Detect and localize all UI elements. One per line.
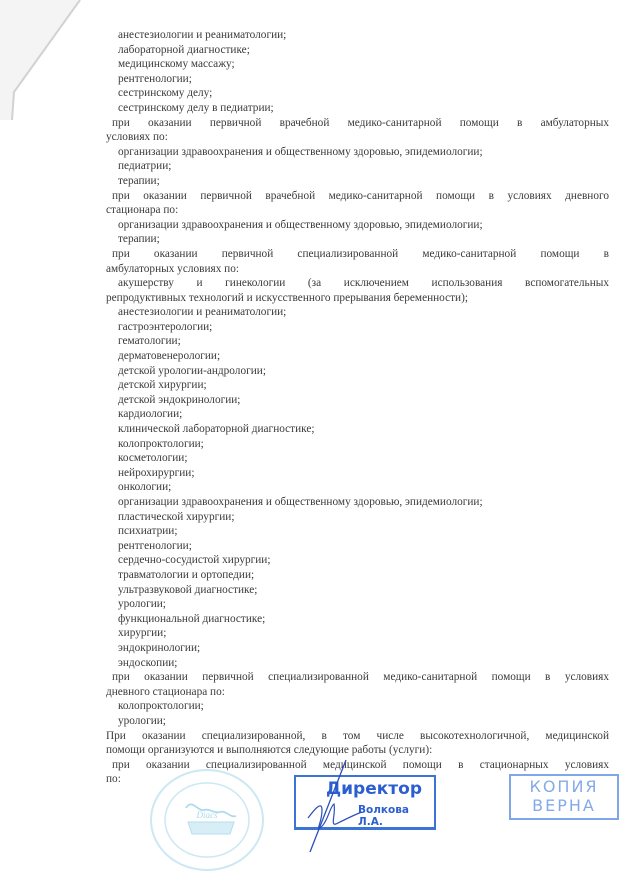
list-item: эндоскопии; bbox=[118, 656, 178, 669]
list-item: колопроктологии; bbox=[118, 700, 204, 713]
document-line: по: bbox=[106, 773, 121, 786]
list-item: дерматовенерологии; bbox=[118, 350, 221, 363]
list-item: хирургии; bbox=[118, 627, 167, 640]
document-line: условиях по: bbox=[106, 131, 168, 144]
document-line: при оказании специализированной медицинской помощи в стационарных условиях bbox=[112, 758, 609, 771]
list-item: клинической лабораторной диагностике; bbox=[118, 423, 315, 436]
list-item: функциональной диагностике; bbox=[118, 612, 266, 625]
list-item: анестезиологии и реаниматологии; bbox=[118, 29, 287, 41]
list-item: эндокринологии; bbox=[118, 641, 201, 654]
document-line: при оказании первичной врачебной медико-санитарной помощи в условиях дневного bbox=[112, 189, 609, 202]
list-item: детской эндокринологии; bbox=[118, 393, 241, 406]
list-item: лабораторной диагностике; bbox=[118, 43, 250, 56]
list-item: гематологии; bbox=[118, 335, 181, 348]
list-item: косметологии; bbox=[118, 452, 188, 465]
document-line: помощи организуются и выполняются следующие работы (услуги): bbox=[106, 744, 433, 757]
document-line: При оказании специализированной, в том числе высокотехнологичной, медицинской bbox=[106, 729, 609, 742]
list-item: колопроктологии; bbox=[118, 437, 204, 450]
list-item: сердечно-сосудистой хирургии; bbox=[118, 554, 271, 567]
document-line: при оказании первичной специализированной медико-санитарной помощи в bbox=[112, 247, 609, 260]
list-item: гастроэнтерологии; bbox=[118, 320, 213, 333]
handwritten-signature bbox=[300, 760, 370, 855]
copy-verified-stamp bbox=[509, 774, 619, 820]
list-item: организации здравоохранения и общественному здоровью, эпидемиологии; bbox=[118, 145, 483, 158]
director-name: Волкова Л.А. bbox=[358, 804, 409, 828]
list-item: онкологии; bbox=[118, 481, 172, 494]
list-item: травматологии и ортопедии; bbox=[118, 568, 255, 581]
copy-stamp-line-2: ВЕРНА bbox=[532, 796, 596, 815]
list-item: урологии; bbox=[118, 714, 166, 727]
list-item: терапии; bbox=[118, 174, 160, 187]
document-line: при оказании первичной специализированной медико-санитарной помощи в условиях bbox=[112, 671, 609, 684]
list-item: детской урологии-андрологии; bbox=[118, 364, 266, 377]
list-item: педиатрии; bbox=[118, 160, 172, 173]
list-item: пластической хирургии; bbox=[118, 510, 235, 523]
seal-logo-text: Diacs bbox=[196, 810, 218, 820]
copy-stamp-line-1: КОПИЯ bbox=[529, 777, 599, 796]
list-item: нейрохирургии; bbox=[118, 466, 195, 479]
document-line: при оказании первичной врачебной медико-санитарной помощи в амбулаторных bbox=[112, 116, 609, 129]
document-line: дневного стационара по: bbox=[106, 685, 225, 698]
list-item: детской хирургии; bbox=[118, 379, 207, 392]
list-item: медицинскому массажу; bbox=[118, 58, 235, 71]
list-item: психиатрии; bbox=[118, 525, 178, 538]
list-item: акушерству и гинекологии (за исключением использования вспомогательных bbox=[118, 277, 609, 290]
list-item: организации здравоохранения и общественному здоровью, эпидемиологии; bbox=[118, 218, 483, 231]
document-body bbox=[106, 28, 609, 787]
list-item: терапии; bbox=[118, 233, 160, 246]
document-line: репродуктивных технологий и искусственного прерывания беременности); bbox=[106, 291, 469, 304]
list-item: урологии; bbox=[118, 598, 166, 611]
list-item: ультразвуковой диагностике; bbox=[118, 583, 258, 596]
list-item: сестринскому делу в педиатрии; bbox=[118, 101, 274, 114]
director-title: Директор bbox=[326, 779, 422, 799]
page-corner-fold bbox=[0, 0, 90, 120]
list-item: кардиологии; bbox=[118, 408, 183, 421]
document-line: амбулаторных условиях по: bbox=[106, 262, 240, 275]
list-item: сестринскому делу; bbox=[118, 87, 213, 100]
round-seal-stamp bbox=[148, 768, 266, 872]
list-item: анестезиологии и реаниматологии; bbox=[118, 306, 287, 319]
list-item: рентгенологии; bbox=[118, 539, 192, 552]
list-item: организации здравоохранения и общественному здоровью, эпидемиологии; bbox=[118, 496, 483, 508]
list-item: рентгенологии; bbox=[118, 72, 192, 85]
document-line: стационара по: bbox=[106, 204, 179, 217]
